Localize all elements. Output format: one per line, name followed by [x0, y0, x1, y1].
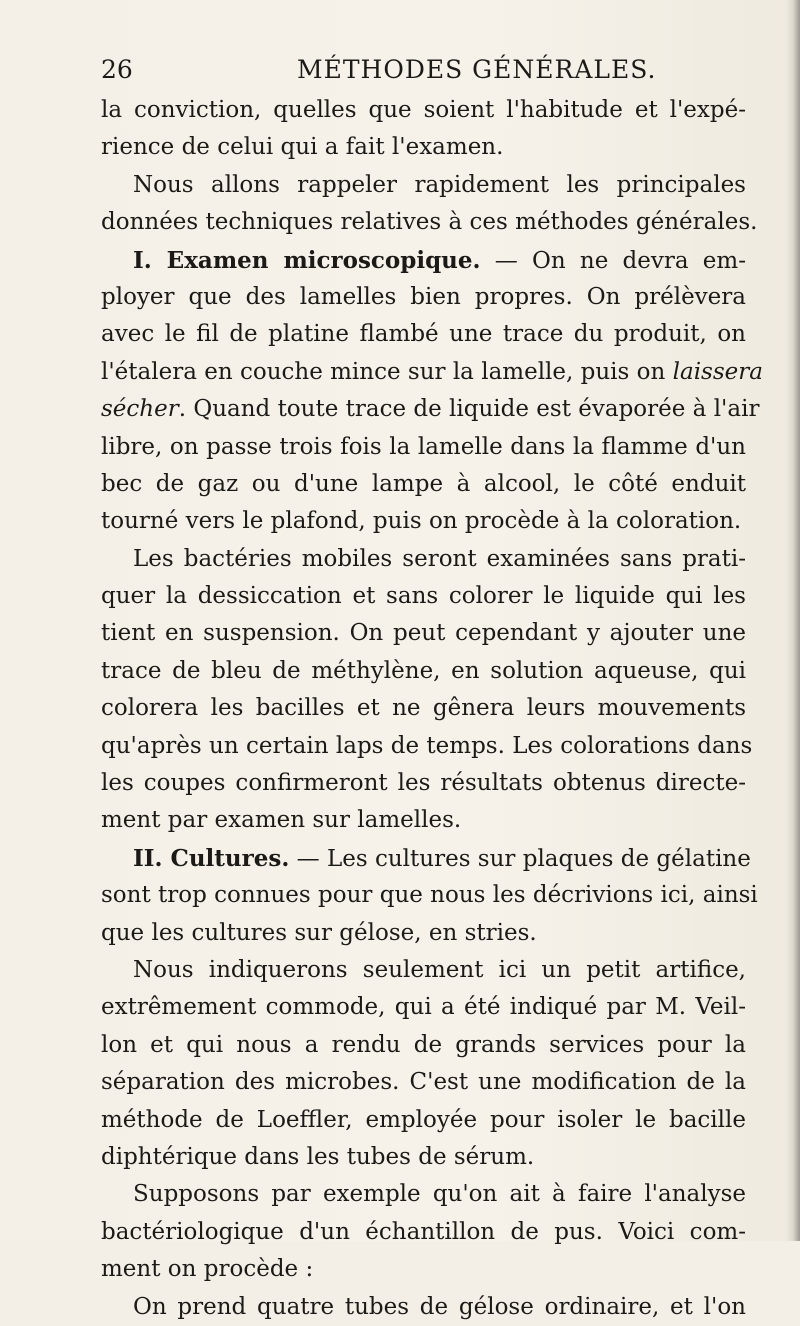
text-line: que les cultures sur gélose, en stries.: [101, 919, 537, 946]
text-line: ment par examen sur lamelles.: [101, 807, 462, 834]
text-line: quer la dessiccation et sans colorer le liquide qui les: [101, 583, 746, 610]
text-line: la conviction, quelles que soient l'habitude et l'expé-: [101, 97, 746, 123]
text-line: tient en suspension. On peut cependant y ajouter une: [101, 620, 746, 647]
text-line: libre, on passe trois fois la lamelle dans la flamme d'un: [101, 433, 746, 460]
text-line: Supposons par exemple qu'on ait à faire l'analyse: [133, 1181, 746, 1208]
text-line: Nous indiquerons seulement ici un petit artifice,: [133, 956, 746, 983]
page-number: 26: [101, 55, 133, 84]
section-heading-cultures: II. Cultures.: [133, 844, 290, 872]
text-line: colorera les bacilles et ne gênera leurs mouvements: [101, 695, 746, 722]
text-line: Nous allons rappeler rapidement les principales: [133, 171, 746, 198]
italic-run: sécher: [101, 396, 179, 423]
section-heading-line: [101, 840, 751, 877]
text-line: les coupes confirmeront les résultats obtenus directe-: [101, 770, 746, 797]
section-heading-examen: I. Examen microscopique.: [133, 246, 481, 274]
text-line: extrêmement commode, qui a été indiqué par M. Veil-: [101, 994, 746, 1021]
text-line: [101, 354, 763, 391]
section-heading-line: [101, 242, 746, 279]
text-line: rience de celui qui a fait l'examen.: [101, 134, 504, 161]
text-line: ployer que des lamelles bien propres. On prélèvera: [101, 283, 746, 310]
page-header: [101, 52, 746, 88]
text-line: séparation des microbes. C'est une modification de la: [101, 1069, 746, 1096]
page-edge-shadow: [786, 0, 800, 1241]
running-title: MÉTHODES GÉNÉRALES.: [297, 55, 657, 84]
text-line: lon et qui nous a rendu de grands services pour la: [101, 1031, 746, 1058]
text-line: qu'après un certain laps de temps. Les colorations dans: [101, 732, 753, 759]
text-line: méthode de Loeffler, employée pour isoler le bacille: [101, 1106, 746, 1133]
text-run: — Les cultures sur plaques de gélatine: [289, 845, 751, 872]
text-line: données techniques relatives à ces méthodes générales.: [101, 209, 758, 236]
text-run: . Quand toute trace de liquide est évaporée à l'air: [178, 396, 760, 423]
text-line: diphtérique dans les tubes de sérum.: [101, 1143, 535, 1170]
text-run: — On ne devra em-: [480, 247, 746, 274]
text-line: tourné vers le plafond, puis on procède à la coloration.: [101, 508, 742, 535]
text-line: [101, 391, 760, 428]
italic-run: laissera: [672, 358, 763, 385]
text-line: On prend quatre tubes de gélose ordinaire, et l'on: [133, 1293, 746, 1320]
text-line: bec de gaz ou d'une lampe à alcool, le côté enduit: [101, 470, 746, 497]
text-line: ment on procède :: [101, 1256, 314, 1283]
text-run: l'étalera en couche mince sur la lamelle, puis on: [101, 358, 673, 385]
text-line: bactériologique d'un échantillon de pus. Voici com-: [101, 1218, 746, 1245]
text-line: sont trop connues pour que nous les décrivions ici, ainsi: [101, 882, 758, 909]
text-line: trace de bleu de méthylène, en solution aqueuse, qui: [101, 657, 746, 684]
text-line: avec le fil de platine flambé une trace du produit, on: [101, 321, 746, 348]
body-text: [101, 92, 763, 1326]
text-line: Les bactéries mobiles seront examinées sans prati-: [133, 545, 746, 572]
